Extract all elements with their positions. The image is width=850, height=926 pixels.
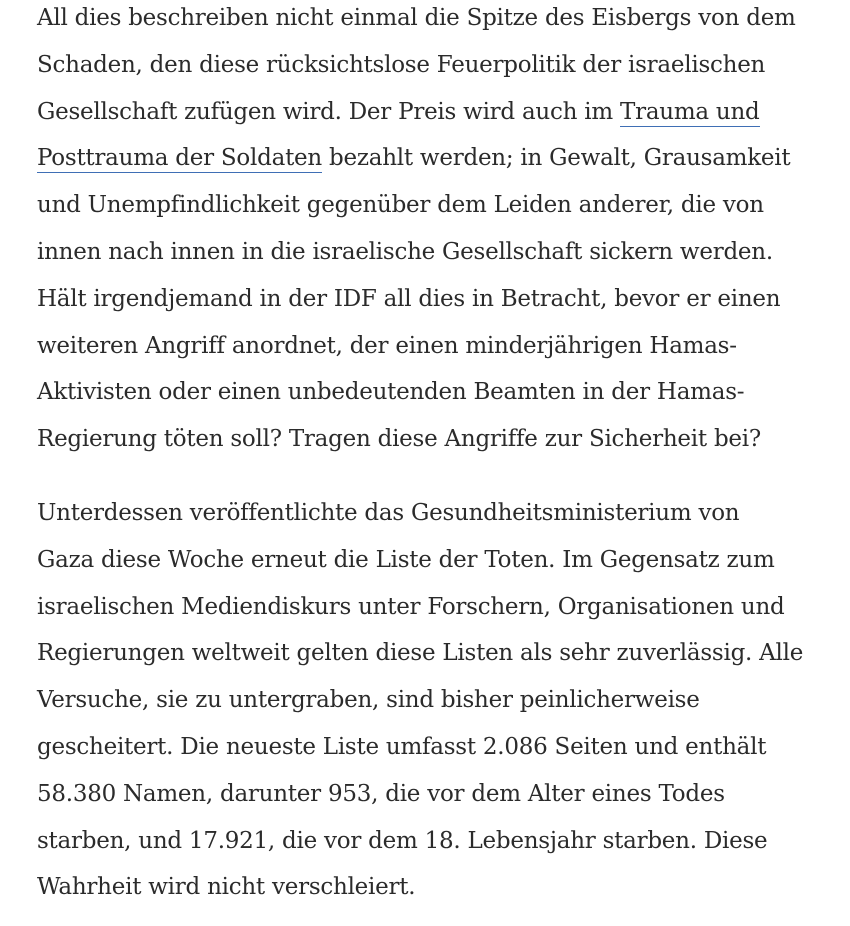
text-line: Aktivisten oder einen unbedeutenden Beamten in der Hamas- bbox=[37, 379, 745, 406]
text-segment: Gesellschaft zufügen wird. Der Preis wird auch im bbox=[37, 98, 620, 125]
trauma-article-link-continued[interactable]: Posttrauma der Soldaten bbox=[37, 145, 322, 172]
text-line: israelischen Mediendiskurs unter Forschern, Organisationen und bbox=[37, 593, 785, 620]
text-line: innen nach innen in die israelische Gesellschaft sickern werden. bbox=[37, 238, 773, 265]
text-line: Regierung töten soll? Tragen diese Angriffe zur Sicherheit bei? bbox=[37, 426, 761, 453]
text-line: Versuche, sie zu untergraben, sind bisher peinlicherweise bbox=[37, 687, 700, 714]
paragraph-2 bbox=[37, 490, 827, 911]
text-line: Schaden, den diese rücksichtslose Feuerpolitik der israelischen bbox=[37, 51, 766, 78]
text-line-with-link bbox=[37, 135, 827, 182]
text-line: und Unempfindlichkeit gegenüber dem Leiden anderer, die von bbox=[37, 192, 764, 219]
text-line: Wahrheit wird nicht verschleiert. bbox=[37, 874, 416, 901]
text-line-with-link bbox=[37, 89, 827, 136]
text-line: All dies beschreiben nicht einmal die Spitze des Eisbergs von dem bbox=[37, 5, 796, 31]
text-line: 58.380 Namen, darunter 953, die vor dem Alter eines Todes bbox=[37, 780, 725, 807]
text-line: weiteren Angriff anordnet, der einen minderjährigen Hamas- bbox=[37, 332, 737, 359]
text-line: Regierungen weltweit gelten diese Listen als sehr zuverlässig. Alle bbox=[37, 640, 804, 667]
trauma-article-link[interactable]: Trauma und bbox=[619, 98, 760, 125]
text-line: Hält irgendjemand in der IDF all dies in Betracht, bevor er einen bbox=[37, 285, 781, 312]
text-line: Gaza diese Woche erneut die Liste der Toten. Im Gegensatz zum bbox=[37, 546, 775, 573]
text-line: gescheitert. Die neueste Liste umfasst 2.086 Seiten und enthält bbox=[37, 733, 767, 760]
text-line: starben, und 17.921, die vor dem 18. Lebensjahr starben. Diese bbox=[37, 827, 768, 854]
paragraph-1 bbox=[37, 0, 827, 463]
text-segment: bezahlt werden; in Gewalt, Grausamkeit bbox=[321, 145, 791, 172]
text-line: Unterdessen veröffentlichte das Gesundheitsministerium von bbox=[37, 499, 740, 526]
article-body bbox=[37, 0, 827, 911]
